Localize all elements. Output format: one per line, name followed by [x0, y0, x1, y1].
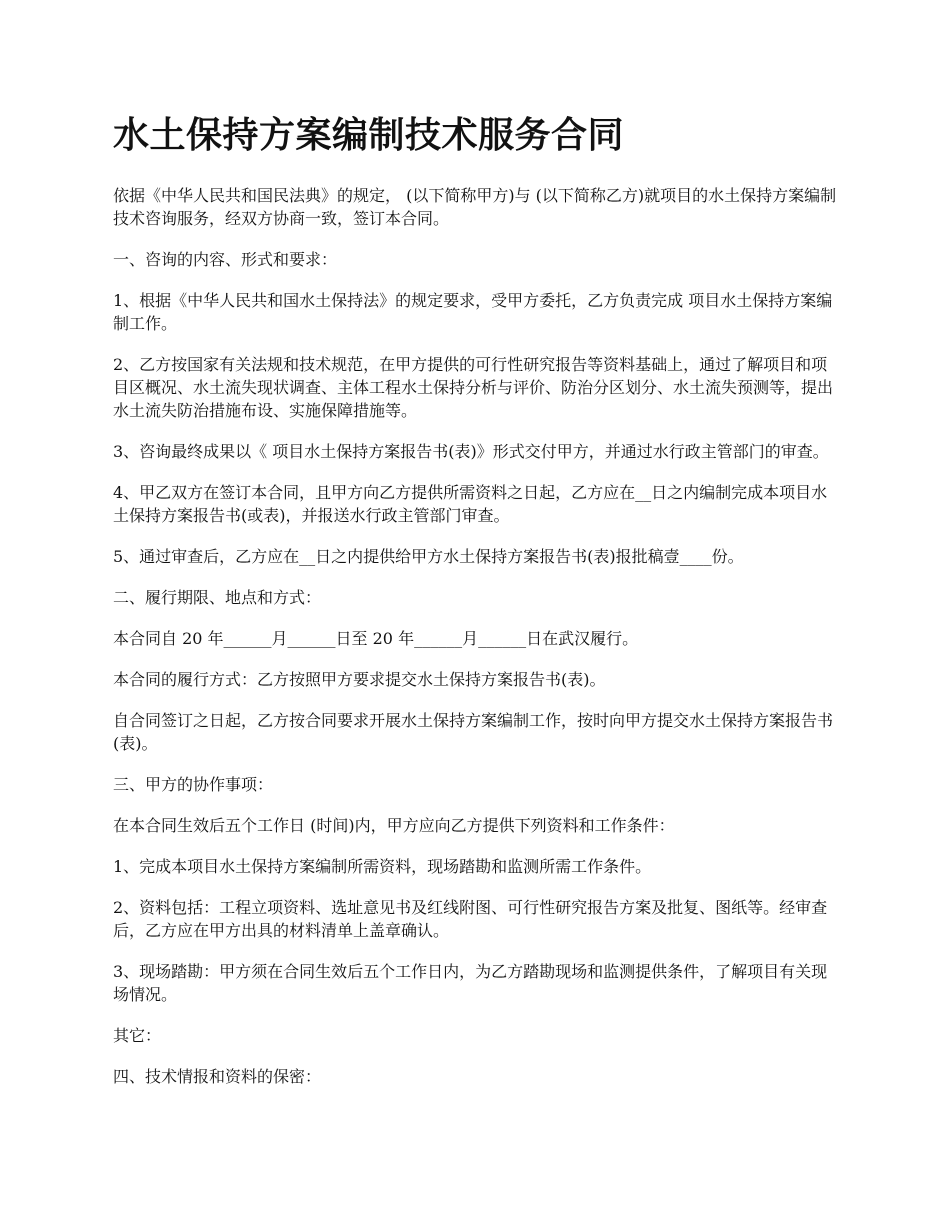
clause-1-4: 4、甲乙双方在签订本合同，且甲方向乙方提供所需资料之日起，乙方应在__日之内编制完成本项目水土保持方案报告书(或表)，并报送水行政主管部门审查。 — [113, 483, 828, 525]
term-method: 本合同的履行方式：乙方按照甲方要求提交水土保持方案报告书(表)。 — [113, 670, 606, 689]
section-heading-4: 四、技术情报和资料的保密： — [113, 1067, 322, 1086]
cooperation-intro: 在本合同生效后五个工作日 (时间)内，甲方应向乙方提供下列资料和工作条件： — [113, 816, 675, 835]
paragraph-preamble: 依据《中华人民共和国民法典》的规定， (以下简称甲方)与 (以下简称乙方)就项目的水土保持方案编制技术咨询服务，经双方协商一致，签订本合同。 — [113, 186, 837, 228]
document-title: 水土保持方案编制技术服务合同 — [113, 115, 625, 156]
section-heading-3: 三、甲方的协作事项： — [113, 775, 274, 794]
section-heading-1: 一、咨询的内容、形式和要求： — [113, 250, 338, 269]
clause-3-1: 1、完成本项目水土保持方案编制所需资料，现场踏勘和监测所需工作条件。 — [113, 857, 652, 876]
other-items: 其它： — [113, 1026, 162, 1045]
term-period: 本合同自 20 年______月______日至 20 年______月______日在武汉履行。 — [113, 629, 639, 648]
clause-3-2: 2、资料包括：工程立项资料、选址意见书及红线附图、可行性研究报告方案及批复、图纸等。经审查后，乙方应在甲方出具的材料清单上盖章确认。 — [113, 898, 828, 940]
document-page — [113, 110, 843, 1106]
clause-1-2: 2、乙方按国家有关法规和技术规范，在甲方提供的可行性研究报告等资料基础上，通过了解项目和项目区概况、水土流失现状调查、主体工程水土保持分析与评价、防治分区划分、水土流失预测等，提出水土流失防治措施布设、实施保障措施等。 — [113, 355, 834, 420]
clause-1-5: 5、通过审查后，乙方应在__日之内提供给甲方水土保持方案报告书(表)报批稿壹____份。 — [113, 547, 744, 566]
clause-1-1: 1、根据《中华人民共和国水土保持法》的规定要求，受甲方委托，乙方负责完成 项目水土保持方案编制工作。 — [113, 291, 833, 333]
clause-3-3: 3、现场踏勘：甲方须在合同生效后五个工作日内，为乙方踏勘现场和监测提供条件，了解项目有关现场情况。 — [113, 962, 828, 1004]
clause-1-3: 3、咨询最终成果以《 项目水土保持方案报告书(表)》形式交付甲方，并通过水行政主管部门的审查。 — [113, 442, 829, 461]
term-schedule: 自合同签订之日起，乙方按合同要求开展水土保持方案编制工作，按时向甲方提交水土保持方案报告书(表)。 — [113, 711, 834, 753]
section-heading-2: 二、履行期限、地点和方式： — [113, 588, 322, 607]
